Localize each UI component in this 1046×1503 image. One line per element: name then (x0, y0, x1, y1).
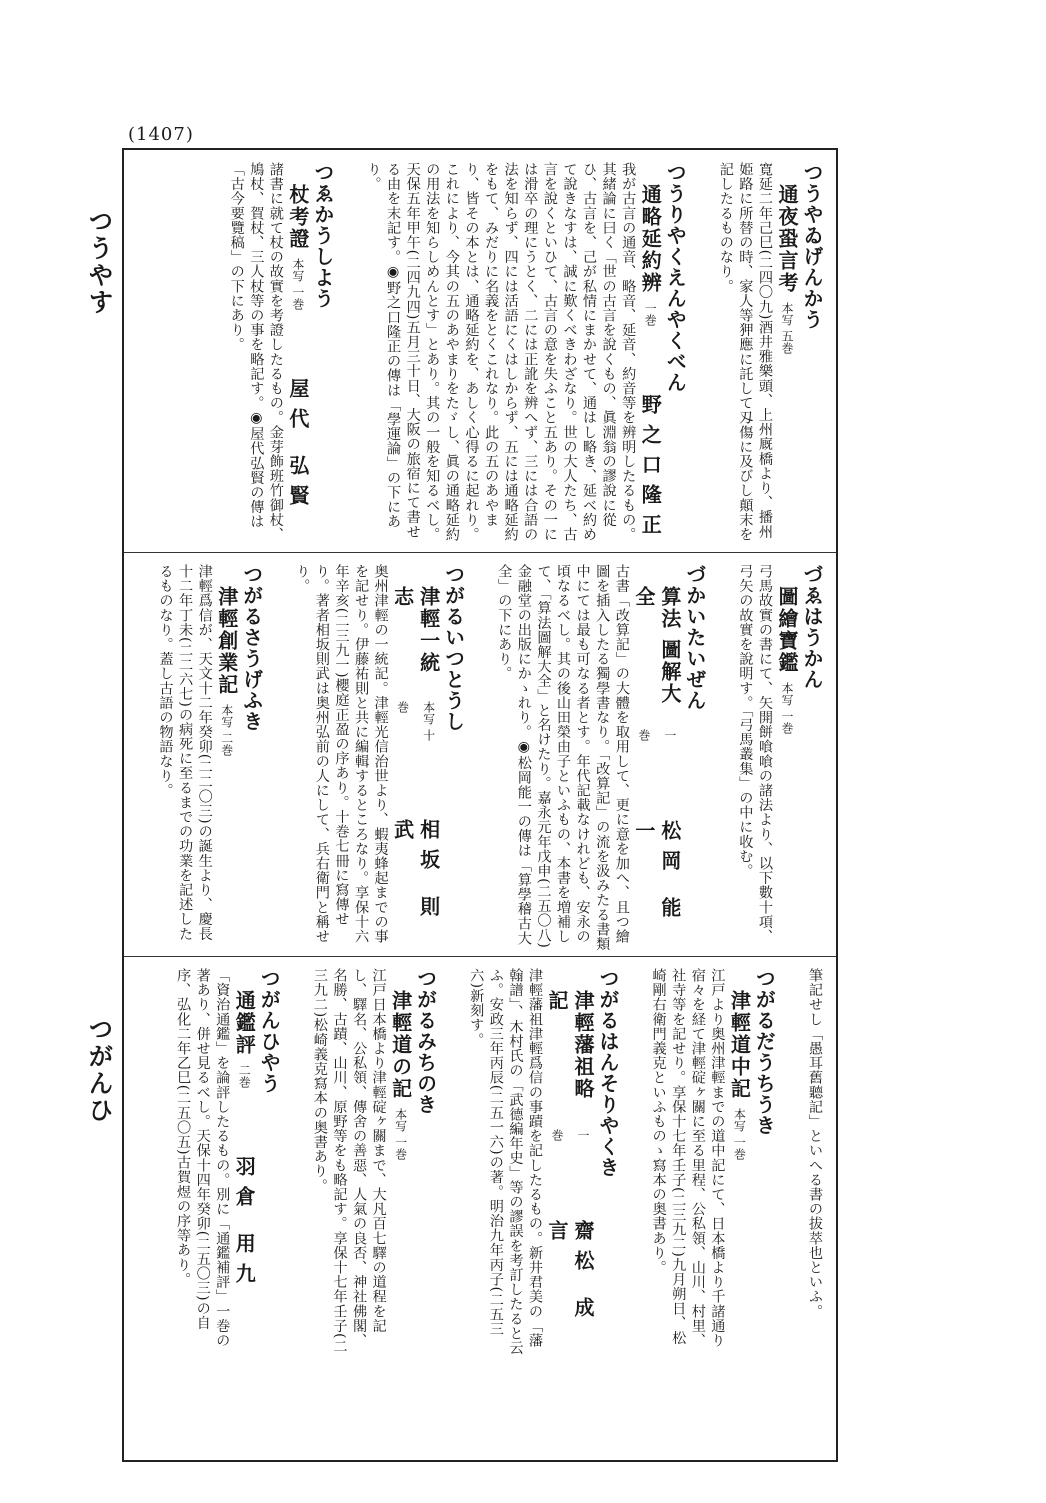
entry (715, 162, 824, 550)
entry-heading (631, 564, 683, 952)
entry-volumes: 本写 一巻 (290, 258, 305, 310)
band-divider (124, 956, 836, 957)
entry (226, 162, 335, 550)
entry-heading (285, 162, 311, 550)
entry-heading (637, 162, 663, 550)
band-top (144, 162, 824, 550)
entry-reading: つゑかうしよう (310, 162, 335, 309)
entry-text: 寛延二年己巳(二四〇九)酒井雅樂頭、上州廐橋より、播州姫路に所替の時、家人等狎應に託して刄傷に及びし顛末を記したるものなり。 (717, 162, 773, 542)
entry-heading (390, 564, 442, 952)
entry-text: 諸書に就て杖の故實を考證したるもの。金芽飾班竹御杖、鳩杖、賀杖、三人杖等の事を略記す。◉屋代弘賢の傳は「古今要覽稿」の下にあり。 (228, 162, 284, 542)
entry-heading (388, 968, 414, 1356)
entry-reading: づかいたいぜん (682, 564, 707, 711)
entry-text: 江戸日本橋より津輕碇ヶ關まで、大凡百七驛の道程を記し、驛名、公私領、傳舍の善惡、人氣の良否、神社佛閣、名勝、古蹟、山川、原野等をも略記す。享保十七年壬子(二三九二)松崎義克寫本の奥書あり。 (311, 968, 387, 1354)
entry-volumes: 一巻 (643, 302, 658, 326)
entry-title: 杖考證 (285, 184, 310, 250)
entry-reading: つがるだうちうき (752, 968, 777, 1136)
entry-title: 通略延約辨 (638, 184, 663, 294)
band-middle (144, 564, 824, 952)
entry-reading: つがるさうげふき (239, 564, 264, 732)
entry-author: 松岡 能一 (631, 820, 682, 928)
entry-title: 圖繪寶鑑 (775, 586, 799, 674)
entry-volumes: 本写 一巻 (732, 1108, 747, 1160)
entry-title: 津輕創業記 (214, 586, 239, 696)
entry (363, 162, 687, 550)
entry-text: 「資治通鑑」を論評したるもの。別に「通鑑補評」一巻の著あり、併せ見るべし。天保十四年癸卯(二五〇三)の自序、弘化二年乙巳(二五〇五)古賀煜の序等あり。 (175, 968, 231, 1348)
entry-heading (231, 968, 257, 1356)
entry-title: 通鑑評 (232, 990, 257, 1056)
entry-title: 津輕一統志 (390, 586, 441, 674)
entry-volumes: 一巻 (636, 729, 677, 742)
entry-title: 津輕道の記 (388, 990, 413, 1100)
entry (155, 564, 264, 952)
entry-volumes: 二巻 (237, 1064, 252, 1088)
entry-continuation (804, 968, 824, 1356)
entry-author: 羽倉 用九 (232, 1156, 257, 1293)
band-bottom (144, 968, 824, 1356)
entry-reading: つがるはんそりやくき (596, 968, 621, 1178)
entry-title: 通夜蛩言考 (775, 184, 799, 294)
entry (309, 968, 437, 1356)
entry-text: 弓馬故實の書にて、矢開餅喰喰の諸法より、以下數十項、弓矢の故實を說明す。「弓馬叢集」の中に收む。 (737, 564, 773, 944)
margin-heading-top: つうやす (85, 208, 114, 316)
entry-title: 津輕藩祖略記 (545, 990, 596, 1100)
entry (648, 968, 776, 1356)
entry-author: 屋代 弘賢 (285, 377, 310, 515)
entry-heading (214, 564, 240, 952)
entry-heading (774, 162, 800, 550)
entry-volumes: 本写 十巻 (395, 700, 436, 741)
entry-text: 江戸より奥州津輕までの道中記にて、日本橋より千諸通り宿々を経て津輕碇ヶ關に至る里程、公私領、山川、村里、社寺等を記せり。享保十七年壬子(二三九二)九月朔日、松崎剛右衛門義克といふものゝ寫本の奥書あり。 (650, 968, 726, 1348)
entry-volumes: 一巻 (550, 1128, 591, 1141)
entry-text: 津輕藩祖津輕爲信の事蹟を記したるもの。新井君美の「藩翰譜」、木村氏の「武德編年史」等の謬誤を考訂したると云ふ。安政三年丙辰(二五一六)の著。明治九年丙子(二五三六)新刻す。 (468, 968, 544, 1356)
entry-reading: つがるみちのき (413, 968, 438, 1115)
entry-text: 奥州津輕の一統記。津輕光信治世より、蝦夷蜂起までの事を記せり。伊藤祐則と共に編輯するところなり。享保十六年辛亥(二三九一)櫻庭正盈の序あり。十巻七冊に寫傳せり。著者相坂則武は奥州弘前の人にして、兵右衛門と稱せり。 (294, 564, 389, 944)
entry-title: 算法 圖解大全 (631, 586, 682, 705)
page-number: (1407) (128, 124, 194, 145)
entry (466, 968, 620, 1356)
band-divider (124, 552, 836, 553)
page-frame (122, 148, 838, 1462)
entry-text: 古書「改算記」の大體を取用して、更に意を加へ、且つ繪圖を插入したる獨學書なり。「改算記」の流を汲みたる書類中にては最も可なる者とす。年代記載なけれども、安永の頃なるべし。其の後山田榮由子といふもの、本書を増補して、「算法圖解大全」と名けたり。嘉永元年戊申(二五〇八)金融堂の出版にかゝれり。◉松岡能一の傳は「算學稽古大全」の下にあり。 (496, 564, 630, 952)
entry-text: 我が古言の通音、略音、延音、約音等を辨明したるもの。其緒論に曰く「世の古言を說くもの、眞淵翁の謬說に從ひ、古言を、己が私情にまかせて、通はし略き、延べ約めて說きなすは、誠に歎くべきわざなり。世の大人たち、古言を說くといひて、古言の意を失ふこと五あり。その一には滑卒の理にうとく、二には正訛を辨へず、三には合語の法を知らず、四には活語にくはしからず、五には通略延約をもて、みだりに名義をとくこれなり。此の五のあやまり、皆その本とは、通略延約を、あしく心得るに起れり。これにより、今其の五のあやまりをたゞし、眞の通略延約の用法を知らしめんとす」とあり。其の一般を知るべし。天保五年甲午(二四九四)五月三十日、大阪の旅宿にて書せる由を末記す。◉野之口隆正の傳は「學運論」の下にあり。 (365, 162, 637, 542)
margin-heading-bottom: つがんひ (85, 1016, 114, 1124)
entry (735, 564, 824, 952)
entry-reading: づゑはうかん (800, 564, 824, 690)
entry-reading: つうやゐげんかう (800, 162, 824, 330)
entry-volumes: 本写 五巻 (780, 302, 794, 354)
entry-volumes: 本写 一巻 (393, 1108, 408, 1160)
entry-heading (774, 564, 800, 952)
entry-reading: つがるいつとうし (441, 564, 466, 732)
entry-reading: つうりやくえんやくべん (663, 162, 688, 393)
entry-volumes: 本写 一巻 (780, 682, 794, 734)
entry-volumes: 本写 二巻 (219, 704, 234, 756)
entry-heading (726, 968, 752, 1356)
entry (494, 564, 707, 952)
entry-author: 野之口隆正 (638, 394, 663, 544)
entry-text: 筆記せし「愚耳舊聽記」といへる書の拔萃也といふ。 (807, 968, 823, 1319)
entry-reading: つがんひやう (257, 968, 282, 1094)
entry-title: 津輕道中記 (727, 990, 752, 1100)
entry (292, 564, 466, 952)
entry-author: 相坂 則武 (390, 819, 441, 927)
entry-text: 津輕爲信が、天文十二年癸卯(二二〇三)の誕生より、慶長十二年丁未(二二六七)の病死に至るまでの功業を記述したるものなり。蓋し古語の物語なり。 (157, 564, 213, 941)
entry-author: 齋松 成言 (545, 1220, 596, 1328)
entry (173, 968, 282, 1356)
entry-heading (544, 968, 596, 1356)
